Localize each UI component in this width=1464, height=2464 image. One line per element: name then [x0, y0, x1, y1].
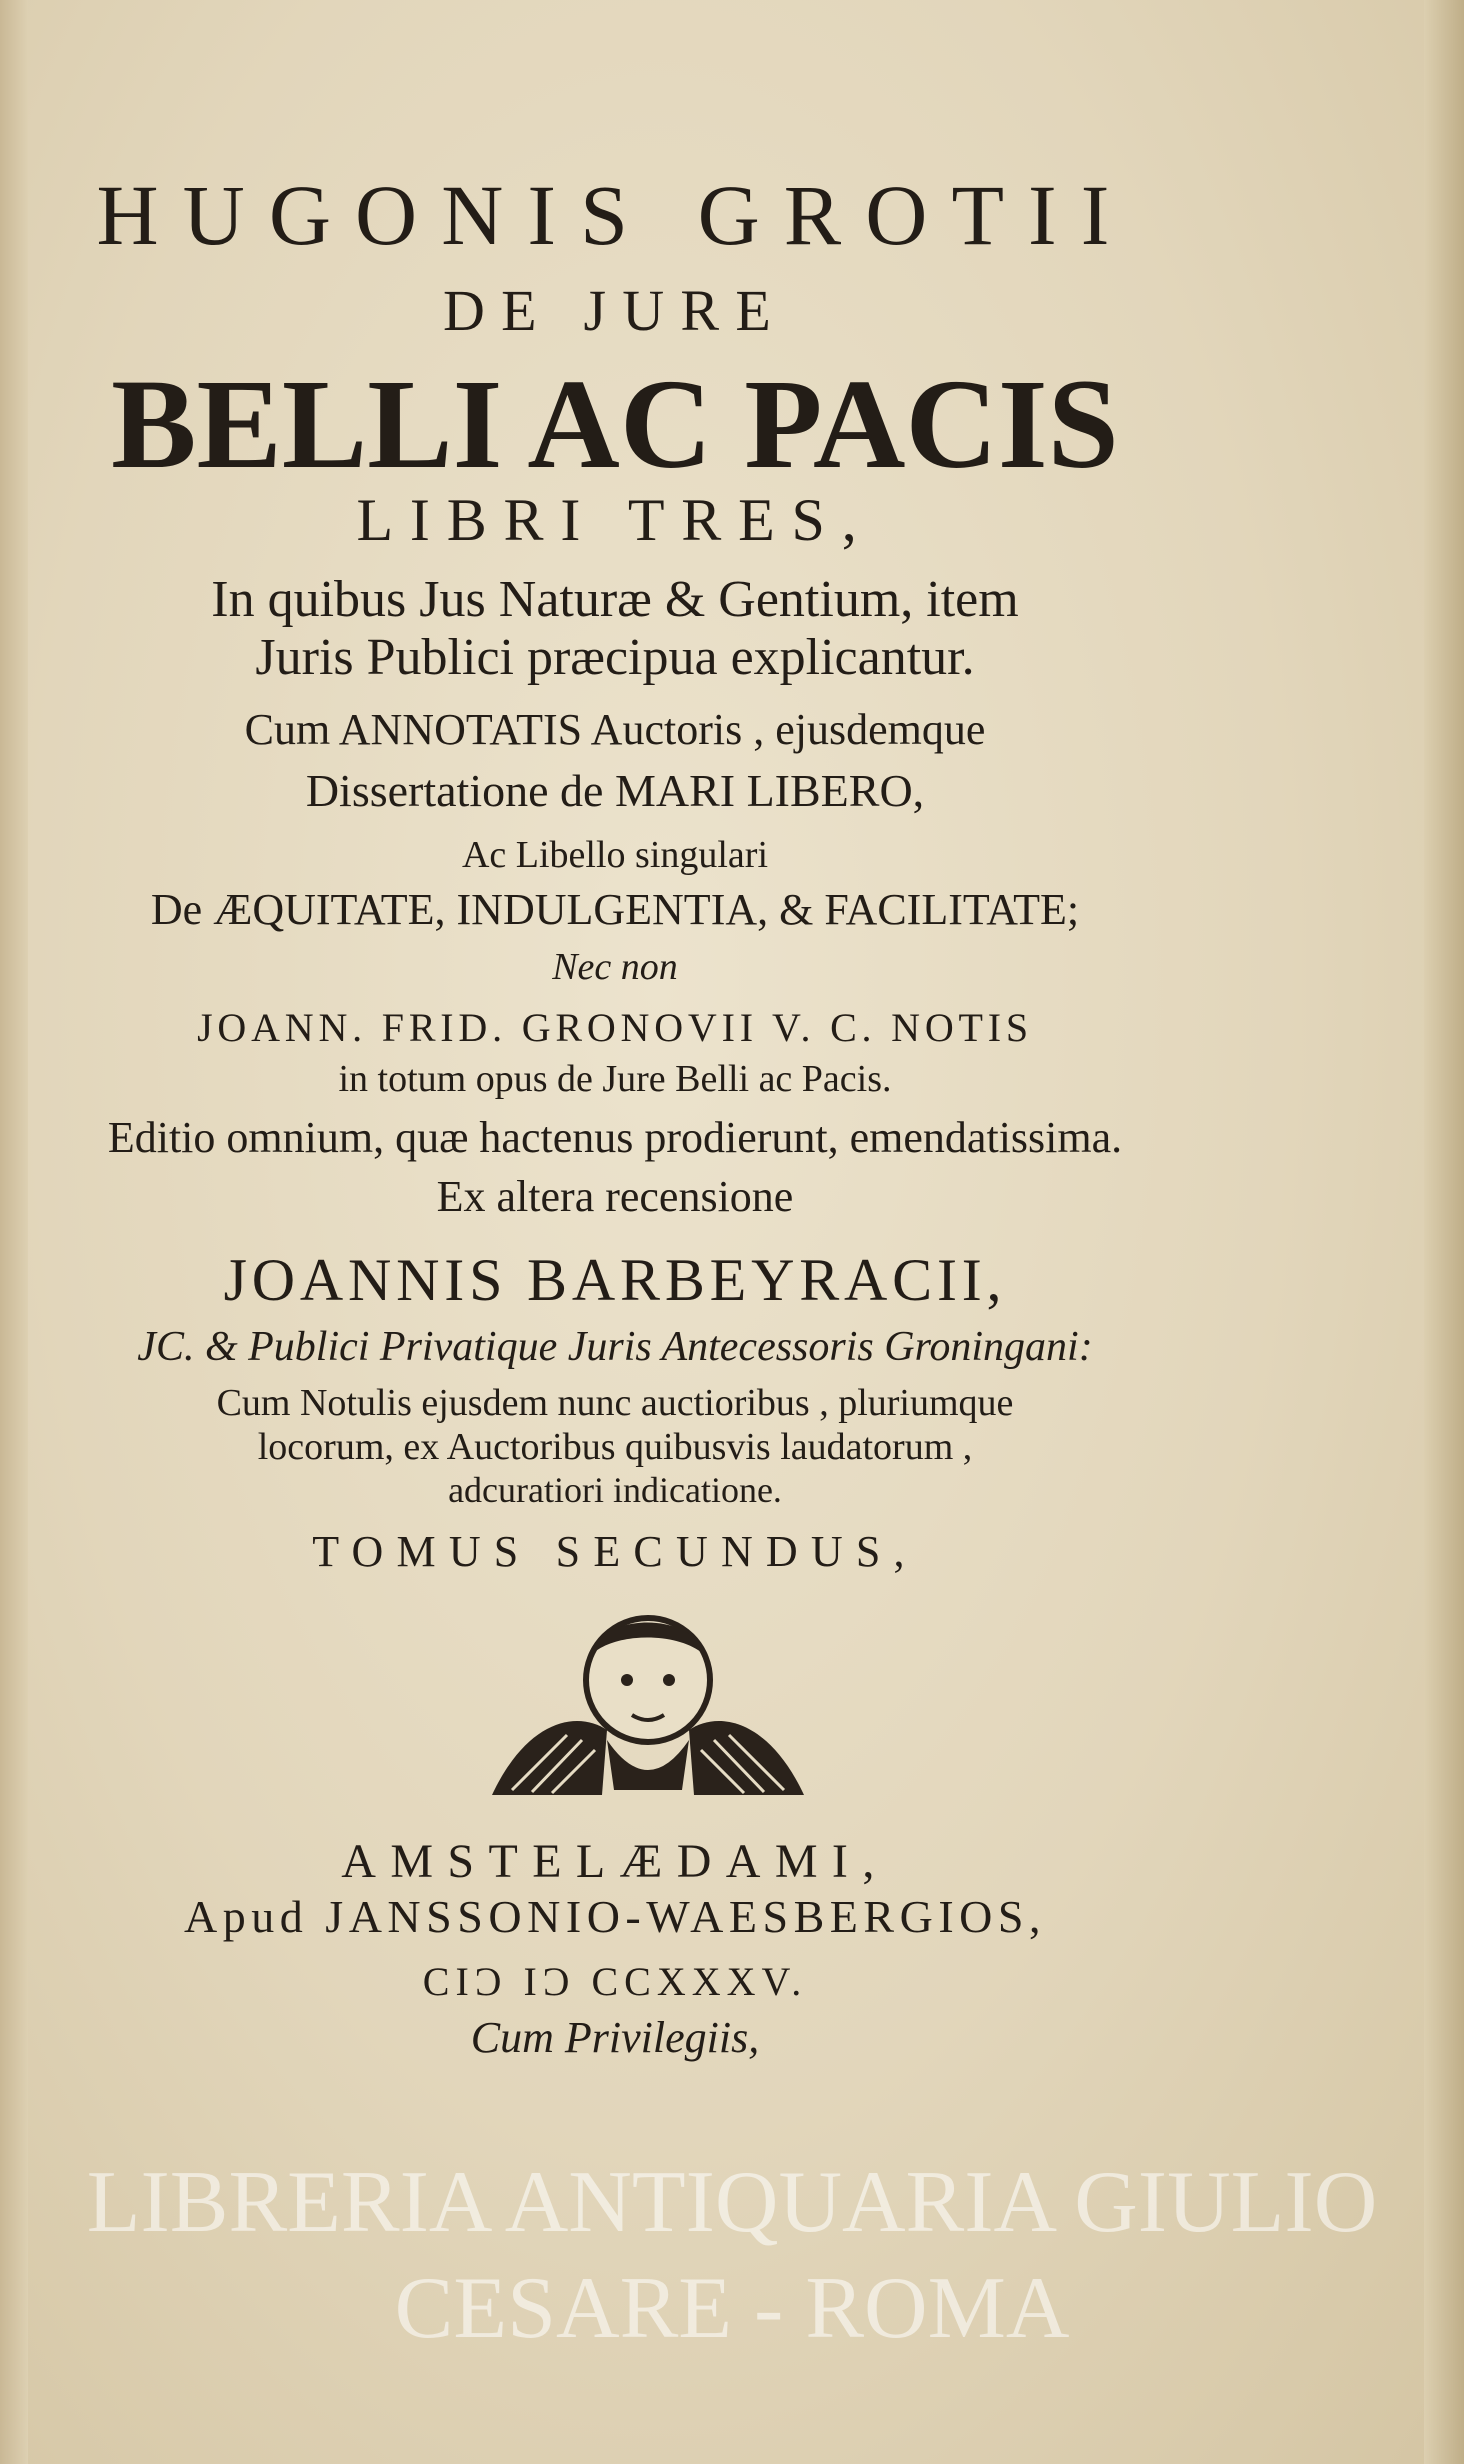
ex-altera-line: Ex altera recensione [436, 1172, 794, 1221]
notulis-line-1: Cum Notulis ejusdem nunc auctioribus , pluriumque [216, 1382, 1014, 1424]
author-name: HUGONIS GROTII [96, 167, 1134, 263]
de-jure: DE JURE [442, 278, 788, 343]
notulis-line-3: adcuratiori indicatione. [448, 1470, 782, 1510]
jc-line: JC. & Publici Privatique Juris Antecessoris Groningani: [137, 1324, 1093, 1370]
subtitle-line-1: In quibus Jus Naturæ & Gentium, item [211, 571, 1019, 628]
main-title: BELLI AC PACIS [111, 353, 1119, 495]
page-right-edge [1424, 0, 1464, 2464]
subtitle-line-2: Juris Publici præcipua explicantur. [255, 629, 975, 686]
tomus-line: TOMUS SECUNDUS, [312, 1527, 918, 1576]
privilegiis-line: Cum Privilegiis, [470, 2013, 760, 2062]
notulis-line-2: locorum, ex Auctoribus quibusvis laudatorum , [257, 1426, 973, 1468]
printer-line: Apud JANSSONIO-WAESBERGIOS, [183, 1891, 1047, 1942]
aequitate-line: De ÆQUITATE, INDULGENTIA, & FACILITATE; [150, 885, 1080, 934]
in-totum-line: in totum opus de Jure Belli ac Pacis. [338, 1058, 892, 1100]
cherub-ornament-icon [487, 1600, 809, 1800]
editio-line: Editio omnium, quæ hactenus prodierunt, emendatissima. [107, 1113, 1123, 1162]
dissertatione-line: Dissertatione de MARI LIBERO, [305, 765, 925, 816]
barbeyracii-line: JOANNIS BARBEYRACII, [223, 1247, 1007, 1313]
libri-tres: LIBRI TRES, [356, 487, 874, 553]
libello-line: Ac Libello singulari [461, 834, 769, 876]
nec-non: Nec non [552, 946, 678, 988]
city-line: AMSTELÆDAMI, [341, 1835, 889, 1888]
watermark: LIBRERIA ANTIQUARIA GIULIO CESARE - ROMA [86, 2154, 1378, 2357]
gronovii-line: JOANN. FRID. GRONOVII V. C. NOTIS [197, 1005, 1033, 1050]
year-line: CIƆ IƆ CCXXXV. [422, 1959, 808, 2004]
page-left-edge [0, 0, 28, 2464]
annotatis-line: Cum ANNOTATIS Auctoris , ejusdemque [244, 705, 986, 754]
